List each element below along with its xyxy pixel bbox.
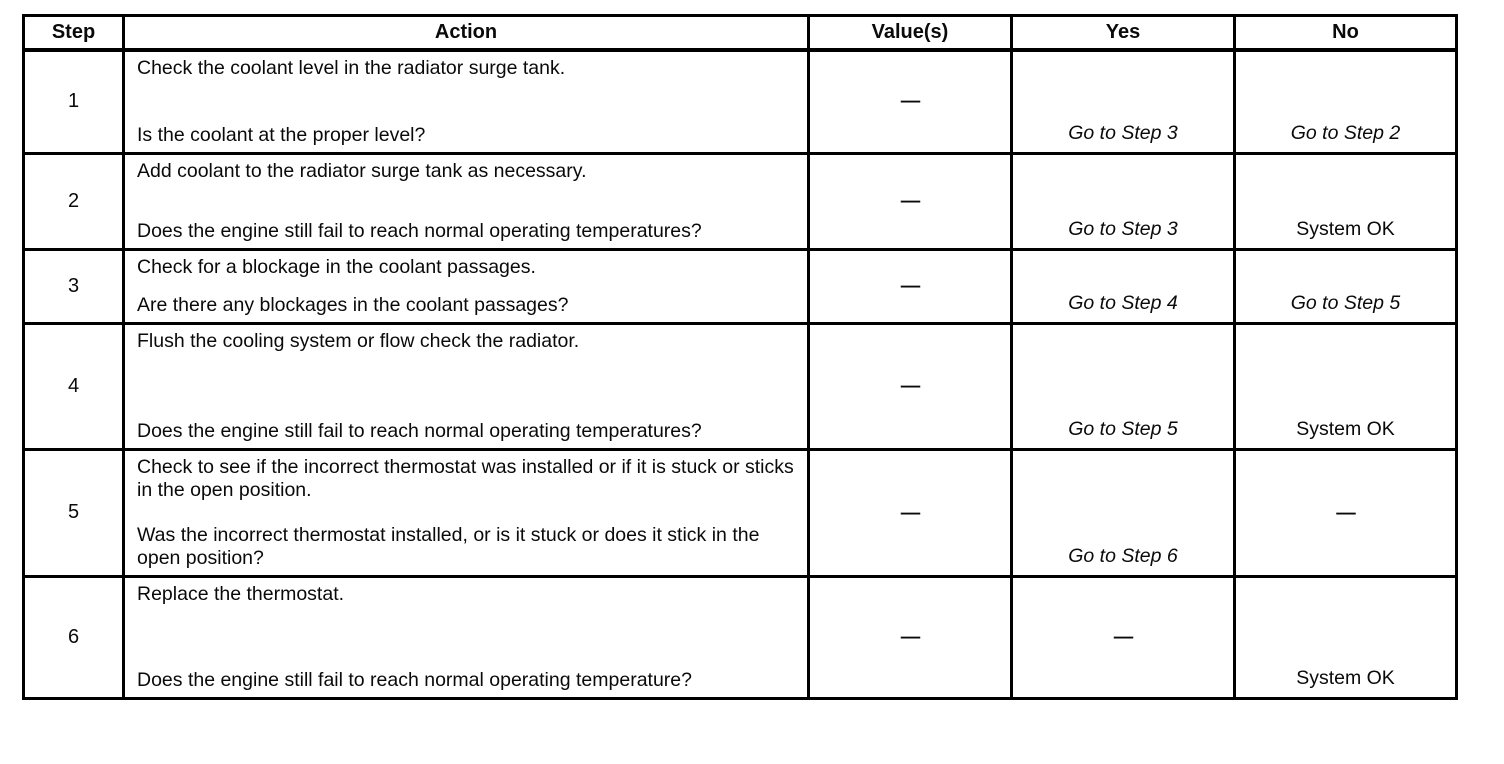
action-statement: Replace the thermostat. [137, 583, 345, 605]
value-cell [809, 154, 1012, 250]
no-cell-text: System OK [1296, 218, 1395, 240]
table-row [24, 154, 1457, 250]
action-cell [124, 50, 809, 154]
header-row [24, 16, 1457, 50]
header-no: No [1235, 16, 1457, 50]
yes-cell-text: Go to Step 3 [1068, 122, 1178, 144]
header-yes: Yes [1012, 16, 1235, 50]
value-cell [809, 324, 1012, 450]
action-question: Does the engine still fail to reach normal operating temperature? [137, 669, 692, 691]
action-cell [124, 154, 809, 250]
action-statement: Add coolant to the radiator surge tank as necessary. [137, 160, 587, 182]
action-cell [124, 577, 809, 699]
value-cell [809, 450, 1012, 577]
yes-cell [1012, 577, 1235, 699]
step-cell: 6 [24, 577, 124, 699]
table-header [24, 16, 1457, 50]
action-question: Was the incorrect thermostat installed, or is it stuck or does it stick in the open position? [137, 524, 760, 569]
action-question: Does the engine still fail to reach normal operating temperatures? [137, 420, 702, 442]
step-cell: 5 [24, 450, 124, 577]
no-cell [1235, 154, 1457, 250]
no-cell-text: System OK [1296, 418, 1395, 440]
no-cell [1235, 50, 1457, 154]
action-cell [124, 250, 809, 324]
value-cell-text: — [900, 90, 920, 113]
table-row [24, 250, 1457, 324]
no-cell [1235, 324, 1457, 450]
value-cell-text: — [900, 375, 920, 397]
table-body [24, 50, 1457, 699]
action-question: Does the engine still fail to reach normal operating temperatures? [137, 220, 702, 242]
yes-cell-text: Go to Step 5 [1068, 418, 1178, 440]
yes-cell [1012, 50, 1235, 154]
header-action: Action [124, 16, 809, 50]
value-cell-text: — [900, 501, 920, 524]
yes-cell [1012, 250, 1235, 324]
value-cell [809, 250, 1012, 324]
action-cell [124, 450, 809, 577]
yes-cell [1012, 154, 1235, 250]
table-row [24, 324, 1457, 450]
no-cell-text: — [1336, 501, 1355, 524]
value-cell-text: — [900, 275, 920, 297]
action-statement: Flush the cooling system or flow check the radiator. [137, 330, 580, 352]
action-statement: Check the coolant level in the radiator surge tank. [137, 56, 566, 79]
diagnostic-table [22, 14, 1458, 700]
step-cell: 4 [24, 324, 124, 450]
step-cell: 2 [24, 154, 124, 250]
no-cell-text: Go to Step 5 [1290, 292, 1401, 314]
value-cell [809, 50, 1012, 154]
no-cell-text: System OK [1296, 667, 1395, 689]
value-cell-text: — [900, 626, 920, 648]
action-question: Are there any blockages in the coolant passages? [137, 294, 569, 316]
header-values: Value(s) [809, 16, 1012, 50]
table-row [24, 577, 1457, 699]
yes-cell [1012, 450, 1235, 577]
step-cell: 1 [24, 50, 124, 154]
action-cell [124, 324, 809, 450]
no-cell-text: Go to Step 2 [1290, 122, 1401, 144]
table-row [24, 450, 1457, 577]
no-cell [1235, 250, 1457, 324]
yes-cell [1012, 324, 1235, 450]
yes-cell-text: Go to Step 4 [1068, 292, 1178, 314]
yes-cell-text: — [1113, 626, 1133, 648]
yes-cell-text: Go to Step 6 [1068, 545, 1178, 567]
yes-cell-text: Go to Step 3 [1068, 218, 1178, 240]
header-step: Step [24, 16, 124, 50]
action-statement: Check for a blockage in the coolant passages. [137, 256, 536, 278]
table-row [24, 50, 1457, 154]
value-cell-text: — [900, 190, 920, 212]
no-cell [1235, 577, 1457, 699]
step-cell: 3 [24, 250, 124, 324]
action-question: Is the coolant at the proper level? [137, 124, 426, 146]
no-cell [1235, 450, 1457, 577]
action-statement: Check to see if the incorrect thermostat was installed or if it is stuck or sticks in the open position. [137, 456, 794, 501]
value-cell [809, 577, 1012, 699]
